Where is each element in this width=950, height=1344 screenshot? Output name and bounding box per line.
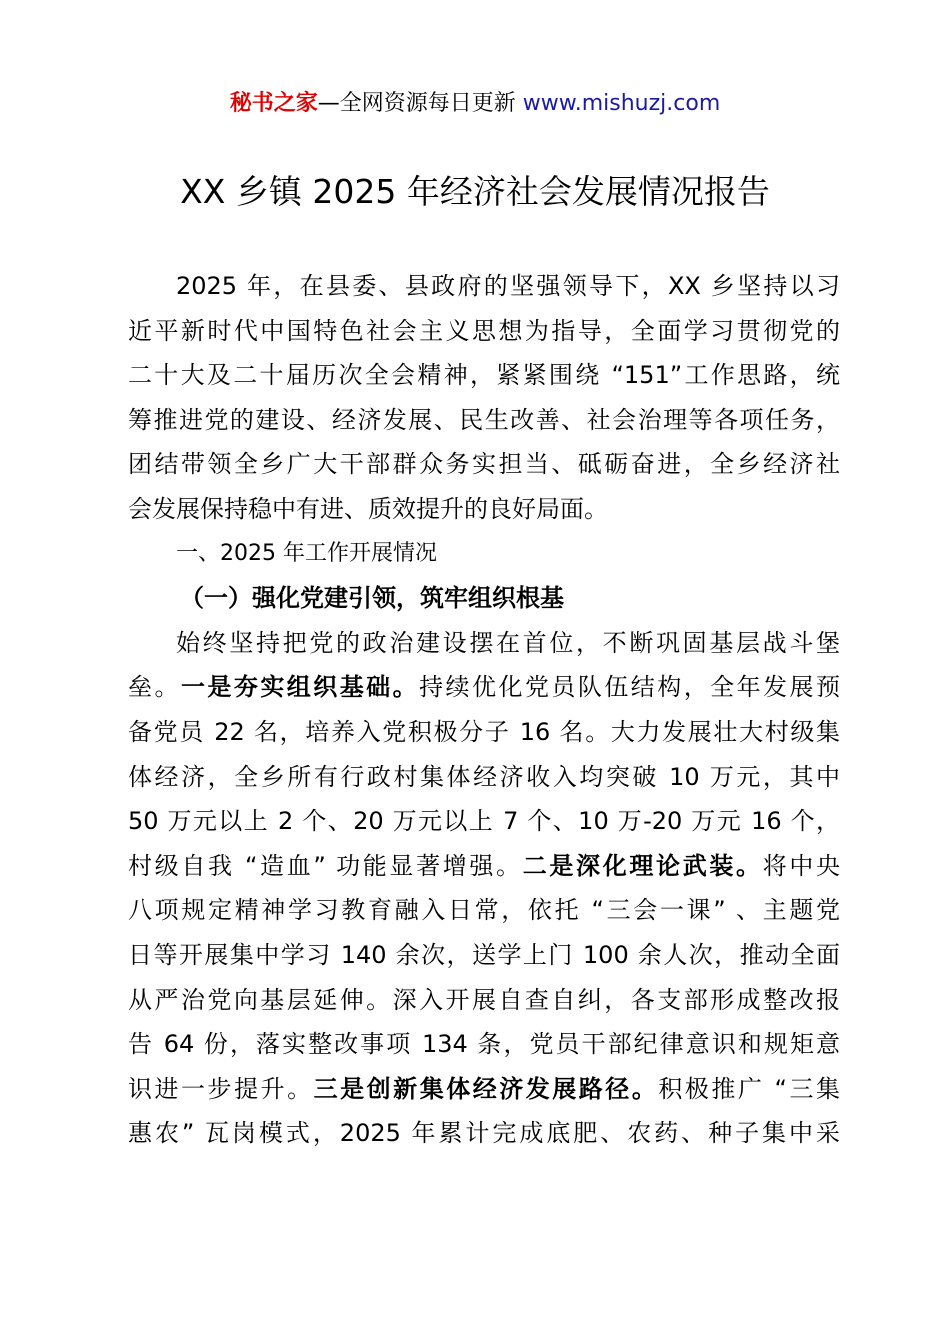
- intro-line: 二十大及二十届历次全会精神，紧紧围绕 “151”工作思路，统: [128, 361, 840, 390]
- paragraph-line: 告 64 份，落实整改事项 134 条，党员干部纪律意识和规矩意: [128, 1030, 840, 1059]
- paragraph-text: 积极推广 “三集: [658, 1074, 841, 1103]
- paragraph-text: 村级自我 “造血” 功能显著增强。: [128, 851, 523, 880]
- intro-line: 2025 年，在县委、县政府的坚强领导下，XX 乡坚持以习: [176, 272, 840, 300]
- paragraph-line: [128, 665, 840, 710]
- intro-line: 团结带领全乡广大干部群众务实担当、砥砺奋进，全乡经济社: [128, 450, 840, 479]
- paragraph-text: 持续优化党员队伍结构，全年发展预: [419, 673, 841, 702]
- paragraph-line: 日等开展集中学习 140 余次，送学上门 100 余人次，推动全面: [128, 940, 840, 969]
- paragraph-line: [128, 1067, 840, 1112]
- paragraph-line: 备党员 22 名，培养入党积极分子 16 名。大力发展壮大村级集: [128, 717, 840, 746]
- paragraph-line: 从严治党向基层延伸。深入开展自查自纠，各支部形成整改报: [128, 985, 840, 1014]
- paragraph-text: 识进一步提升。: [128, 1074, 314, 1103]
- paragraph-line: 惠农” 瓦岗模式，2025 年累计完成底肥、农药、种子集中采: [128, 1119, 840, 1148]
- bold-point-heading: 三是创新集体经济发展路径。: [313, 1074, 659, 1103]
- document-body: [128, 264, 840, 1156]
- bold-point-heading: 一是夯实组织基础。: [180, 673, 420, 702]
- paragraph-line: 始终坚持把党的政治建设摆在首位，不断巩固基层战斗堡: [176, 628, 840, 657]
- paragraph-line: 50 万元以上 2 个、20 万元以上 7 个、10 万-20 万元 16 个，: [128, 807, 840, 836]
- paragraph-text: 将中央: [762, 851, 841, 880]
- paragraph-text: 垒。: [128, 673, 181, 702]
- site-brand: 秘书之家: [229, 91, 318, 116]
- site-slogan: —全网资源每日更新: [317, 91, 516, 116]
- site-header: [0, 88, 950, 120]
- section-heading: 一、2025 年工作开展情况: [176, 540, 437, 566]
- subsection-heading: （一）强化党建引领，筑牢组织根基: [180, 584, 564, 613]
- site-url-link[interactable]: www.mishuzj.com: [522, 91, 721, 116]
- paragraph-line: 体经济，全乡所有行政村集体经济收入均突破 10 万元，其中: [128, 762, 840, 791]
- document-title: XX 乡镇 2025 年经济社会发展情况报告: [180, 172, 770, 211]
- intro-line: 会发展保持稳中有进、质效提升的良好局面。: [128, 494, 608, 523]
- paragraph-line: [128, 844, 840, 889]
- intro-line: 近平新时代中国特色社会主义思想为指导，全面学习贯彻党的: [128, 316, 840, 345]
- paragraph-line: 八项规定精神学习教育融入日常，依托 “三会一课” 、主题党: [128, 896, 840, 925]
- intro-line: 筹推进党的建设、经济发展、民生改善、社会治理等各项任务，: [128, 405, 840, 434]
- bold-point-heading: 二是深化理论武装。: [522, 851, 763, 880]
